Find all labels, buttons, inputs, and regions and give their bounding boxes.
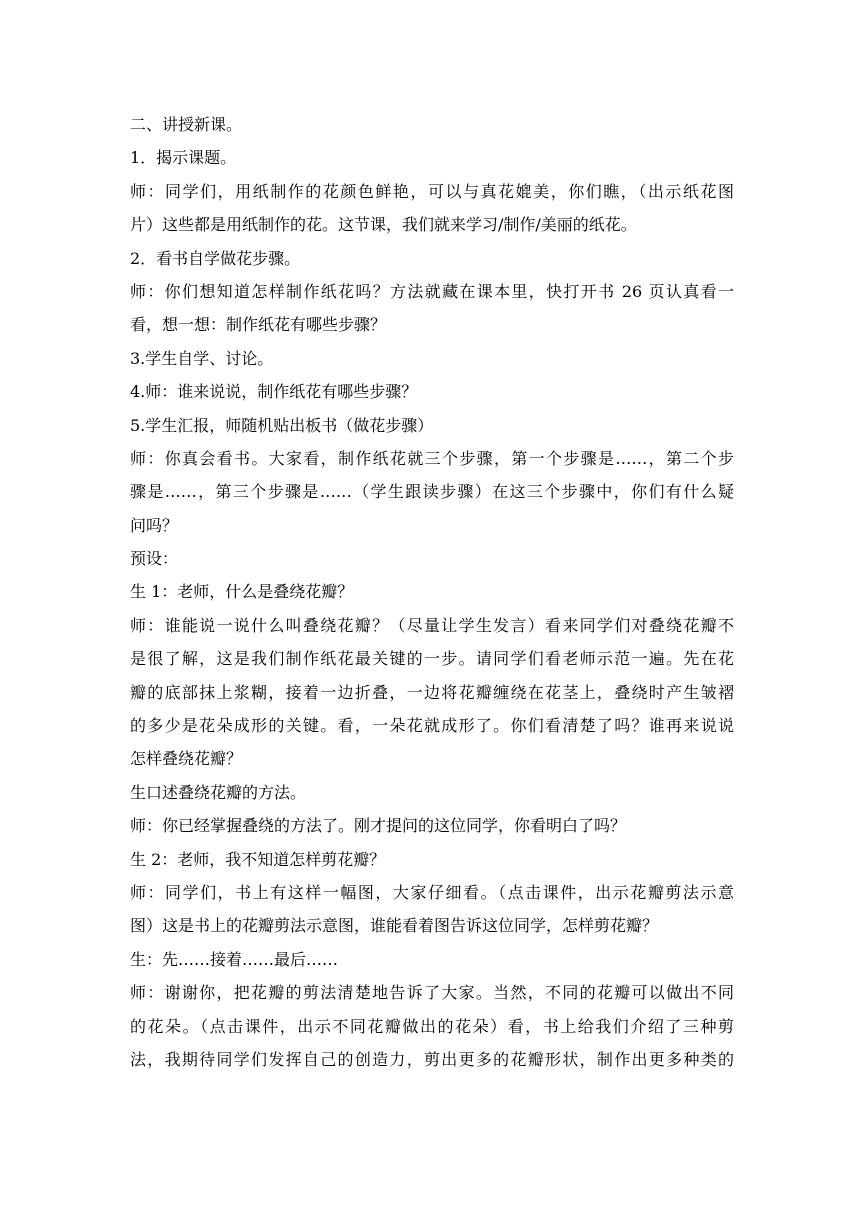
text-line: 师：你已经掌握叠绕的方法了。刚才提问的这位同学，你看明白了吗？	[130, 816, 627, 836]
text-line: 片）这些都是用纸制作的花。这节课，我们就来学习/制作/美丽的纸花。	[130, 215, 637, 235]
text-line: 师：同学们，用纸制作的花颜色鲜艳，可以与真花媲美，你们瞧，（出示纸花图	[130, 181, 734, 201]
text-line: 生：先……接着……最后……	[130, 949, 339, 969]
text-line: 师：谁能说一说什么叫叠绕花瓣？（尽量让学生发言）看来同学们对叠绕花瓣不	[130, 615, 734, 635]
text-line: 的多少是花朵成形的关键。看，一朵花就成形了。你们看清楚了吗？谁再来说说	[130, 716, 734, 736]
document-body	[130, 108, 734, 1076]
text-line: 师：同学们，书上有这样一幅图，大家仔细看。（点击课件，出示花瓣剪法示意	[130, 882, 734, 902]
text-line: 的花朵。（点击课件，出示不同花瓣做出的花朵）看，书上给我们介绍了三种剪	[130, 1016, 734, 1036]
step-heading: 5.学生汇报，师随机贴出板书（做花步骤）	[130, 415, 434, 435]
text-line: 图）这是书上的花瓣剪法示意图，谁能看着图告诉这位同学，怎样剪花瓣？	[130, 916, 659, 936]
text-line: 看，想一想：制作纸花有哪些步骤？	[130, 315, 387, 335]
step-heading: 3.学生自学、讨论。	[130, 348, 274, 368]
text-line: 生 1：老师，什么是叠绕花瓣？	[130, 582, 354, 602]
text-line: 师：你们想知道怎样制作纸花吗？方法就藏在课本里，快打开书 26 页认真看一	[130, 281, 734, 301]
text-line: 法，我期待同学们发挥自己的创造力，剪出更多的花瓣形状，制作出更多种类的	[130, 1049, 734, 1069]
step-heading: 1．揭示课题。	[130, 148, 237, 168]
text-line: 问吗？	[130, 515, 179, 535]
text-line: 是很了解，这是我们制作纸花最关键的一步。请同学们看老师示范一遍。先在花	[130, 649, 734, 669]
section-heading: 二、讲授新课。	[130, 115, 243, 134]
text-line: 生口述叠绕花瓣的方法。	[130, 782, 307, 802]
text-line: 怎样叠绕花瓣？	[130, 749, 243, 769]
text-line: 瓣的底部抹上浆糊，接着一边折叠，一边将花瓣缠绕在花茎上，叠绕时产生皱褶	[130, 682, 734, 702]
text-line: 预设：	[130, 549, 179, 569]
text-line: 骤是……，第三个步骤是……（学生跟读步骤）在这三个步骤中，你们有什么疑	[130, 482, 734, 502]
step-heading: 4.师：谁来说说，制作纸花有哪些步骤？	[130, 382, 418, 402]
text-line: 师：谢谢你，把花瓣的剪法清楚地告诉了大家。当然，不同的花瓣可以做出不同	[130, 983, 734, 1003]
text-line: 生 2：老师，我不知道怎样剪花瓣？	[130, 849, 386, 869]
text-line: 师：你真会看书。大家看，制作纸花就三个步骤，第一个步骤是……，第二个步	[130, 448, 734, 468]
step-heading: 2．看书自学做花步骤。	[130, 248, 301, 268]
